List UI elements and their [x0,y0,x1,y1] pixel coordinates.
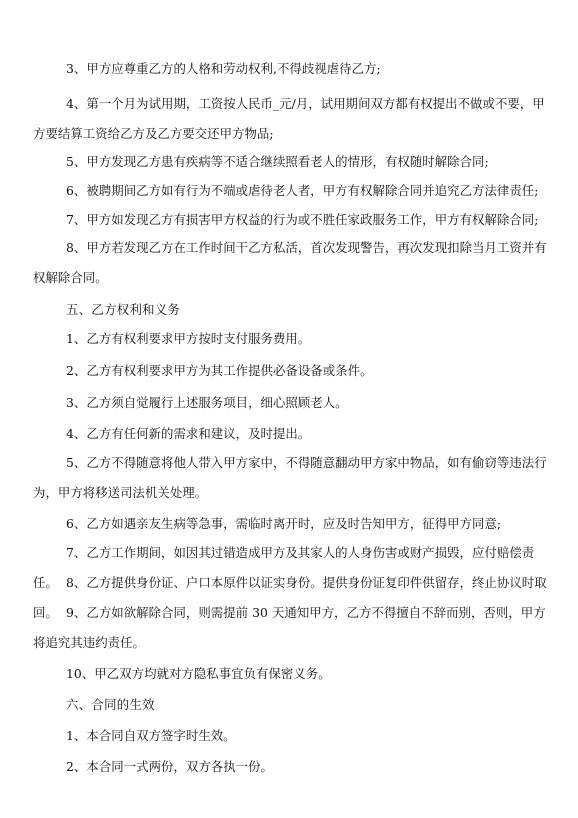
clause-b2: 2、乙方有权利要求甲方为其工作提供必备设备或条件。 [66,363,373,378]
clause-b3: 3、乙方须自觉履行上述服务项目，细心照顾老人。 [66,395,348,410]
clause-a7: 7、甲方如发现乙方有损害甲方权益的行为或不胜任家政服务工作，甲方有权解除合同; [66,212,539,227]
clause-b8: 8、乙方提供身份证、户口本原件以证实身份。提供身份证复印件供留存，终止协议时取回。 [33,575,547,620]
clause-b5: 5、乙方不得随意将他人带入甲方家中，不得随意翻动甲方家中物品，如有偷窃等违法行为，甲方将移送司法机关处理。 [33,455,547,500]
clause-a8: 8、甲方若发现乙方在工作时间干乙方私活，首次发现警告，再次发现扣除当月工资并有权解除合同。 [33,240,547,285]
clause-b4: 4、乙方有任何新的需求和建议，及时提出。 [66,426,311,441]
clause-c1: 1、本合同自双方签字时生效。 [66,728,236,743]
clause-b9: 9、乙方如欲解除合同，则需提前 30 天通知甲方，乙方不得擅自不辞而别，否则，甲方将追究其违约责任。 [33,605,546,650]
clause-b1: 1、乙方有权利要求甲方按时支付服务费用。 [66,331,311,346]
clause-a4: 4、第一个月为试用期，工资按人民币_元/月，试用期间双方都有权提出不做或不要，甲方要结算工资给乙方及乙方要交还甲方物品; [33,96,545,141]
section-heading-six: 六、合同的生效 [66,697,155,712]
section-heading-five: 五、乙方权利和义务 [66,302,181,317]
clause-a3: 3、甲方应尊重乙方的人格和劳动权利,不得歧视虐待乙方; [66,61,381,76]
clause-a5: 5、甲方发现乙方患有疾病等不适合继续照看老人的情形，有权随时解除合同; [66,154,489,169]
clause-a6: 6、被聘期间乙方如有行为不端或虐待老人者，甲方有权解除合同并追究乙方法律责任; [66,183,539,198]
clause-b6: 6、乙方如遇亲友生病等急事，需临时离开时，应及时告知甲方，征得甲方同意; [66,516,502,531]
clause-b7: 7、乙方工作期间，如因其过错造成甲方及其家人的人身伤害或财产损毁，应付赔偿责任。 [33,545,535,590]
clause-b10: 10、甲乙双方均就对方隐私事宜负有保密义务。 [66,666,331,681]
clause-c2: 2、本合同一式两份，双方各执一份。 [66,759,273,774]
